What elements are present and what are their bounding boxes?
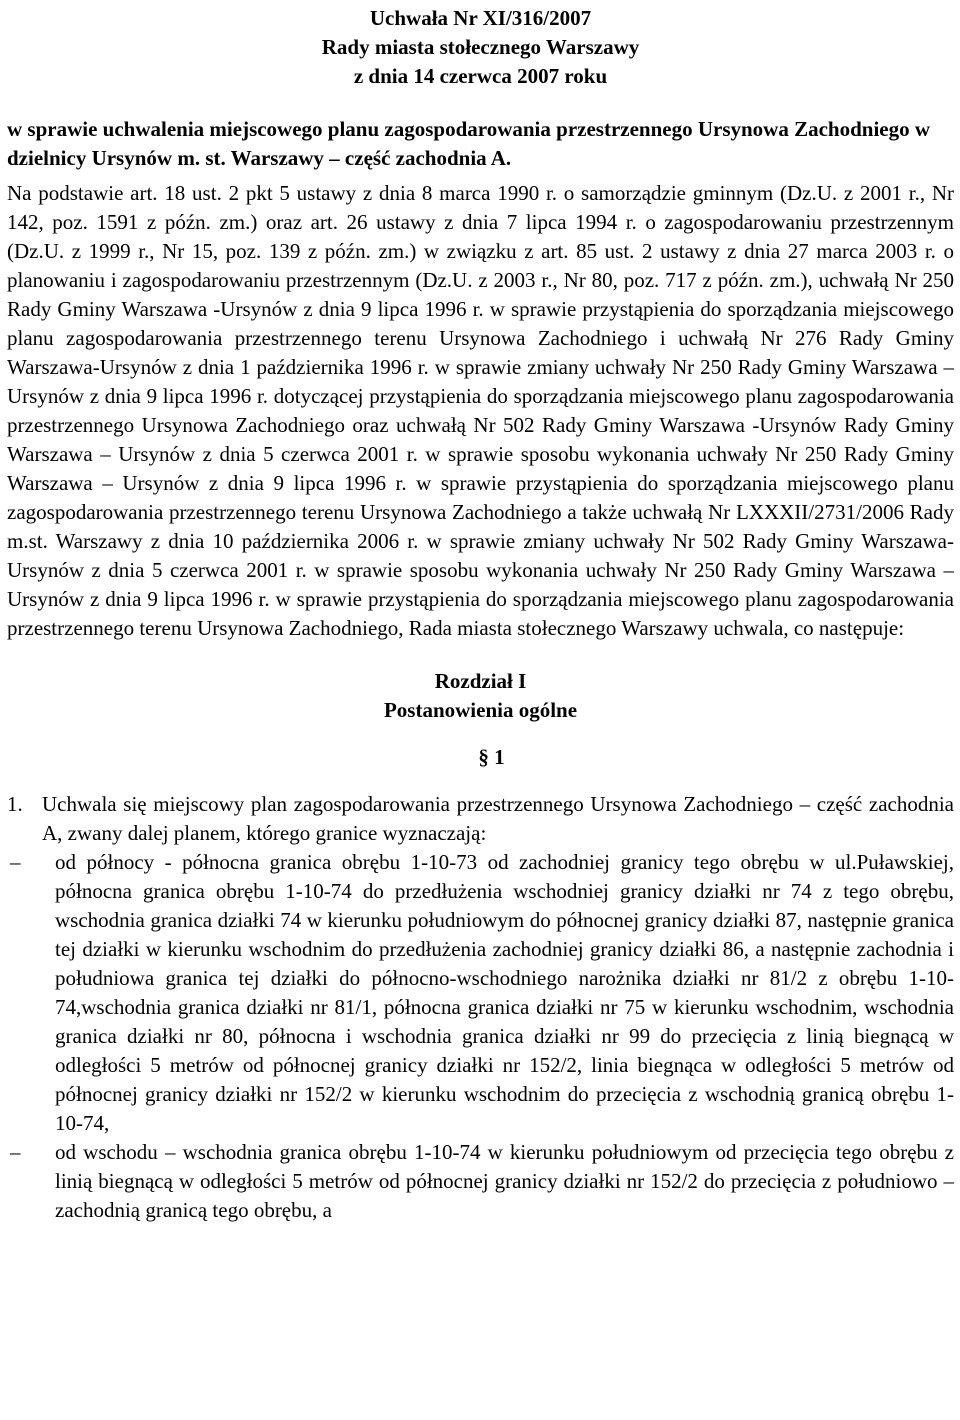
- point-intro: Uchwala się miejscowy plan zagospodarowania przestrzennego Ursynowa Zachodniego – część zachodnia A, zwany dalej planem, którego granice wyznaczają:: [42, 792, 954, 845]
- dash-bullet: –: [10, 850, 21, 874]
- resolution-date: z dnia 14 czerwca 2007 roku: [353, 64, 608, 88]
- list-item-text: od wschodu – wschodnia granica obrębu 1-10-74 w kierunku południowym od przecięcia tego obrębu z linią biegnącą w odległości 5 metrów od północnej granicy działki nr 152/2 do przecięcia z południowo – zachodnią granicą tego obrębu, a: [55, 1140, 954, 1222]
- chapter-title: Postanowienia ogólne: [383, 698, 578, 722]
- chapter-number: Rozdział I: [434, 669, 527, 693]
- chapter-heading: [7, 667, 954, 725]
- list-item: [10, 848, 954, 1138]
- dash-bullet: –: [10, 1140, 21, 1164]
- list-item: [10, 1138, 954, 1225]
- point-body: [10, 790, 954, 1225]
- resolution-title: Uchwała Nr XI/316/2007: [369, 6, 592, 30]
- resolution-header: [7, 4, 954, 91]
- list-item-text: od północy - północna granica obrębu 1-10-73 od zachodniej granicy tego obrębu w ul.Puławskiej, północna granica obrębu 1-10-74 do przedłużenia wschodniej granicy działki nr 74 z tego obrębu, wschodnia granica działki 74 w kierunku południowym do północnej granicy działki 87, następnie granica tej działki w kierunku wschodnim do przedłużenia zachodniej granicy działki 86, a następnie zachodnia i południowa granica tej działki do północno-wschodniego narożnika działki nr 81/2 z obrębu 1-10-74,wschodnia granica działki nr 81/1, północna granica działki nr 75 w kierunku wschodnim, wschodnia granica działki nr 80, północna i wschodnia granica działki nr 99 do przecięcia z linią biegnącą w odległości 5 metrów od północnej granicy działki nr 152/2, linia biegnąca w odległości 5 metrów od północnej granicy działki nr 152/2 w kierunku wschodnim do przecięcia z wschodnią granicą obrębu 1-10-74,: [55, 850, 954, 1135]
- resolution-issuer: Rady miasta stołecznego Warszawy: [321, 35, 640, 59]
- boundary-list: [10, 848, 954, 1225]
- section-mark: § 1: [478, 745, 505, 769]
- point-1: [7, 790, 954, 1225]
- point-number: 1.: [7, 792, 23, 816]
- resolution-subject: w sprawie uchwalenia miejscowego planu zagospodarowania przestrzennego Ursynowa Zachodniego w dzielnicy Ursynów m. st. Warszawy – część zachodnia A.: [7, 117, 931, 170]
- legal-basis-paragraph: Na podstawie art. 18 ust. 2 pkt 5 ustawy z dnia 8 marca 1990 r. o samorządzie gminnym (Dz.U. z 2001 r., Nr 142, poz. 1591 z późn. zm.) oraz art. 26 ustawy z dnia 7 lipca 1994 r. o zagospodarowaniu przestrzennym (Dz.U. z 1999 r., Nr 15, poz. 139 z późn. zm.) w związku z art. 85 ust. 2 ustawy z dnia 27 marca 2003 r. o planowaniu i zagospodarowaniu przestrzennym (Dz.U. z 2003 r., Nr 80, poz. 717 z późn. zm.), uchwałą Nr 250 Rady Gminy Warszawa -Ursynów z dnia 9 lipca 1996 r. w sprawie przystąpienia do sporządzania miejscowego planu zagospodarowania przestrzennego terenu Ursynowa Zachodniego i uchwałą Nr 276 Rady Gminy Warszawa-Ursynów z dnia 1 października 1996 r. w sprawie zmiany uchwały Nr 250 Rady Gminy Warszawa – Ursynów z dnia 9 lipca 1996 r. dotyczącej przystąpienia do sporządzania miejscowego planu zagospodarowania przestrzennego Ursynowa Zachodniego oraz uchwałą Nr 502 Rady Gminy Warszawa -Ursynów Rady Gminy Warszawa – Ursynów z dnia 5 czerwca 2001 r. w sprawie sposobu wykonania uchwały Nr 250 Rady Gminy Warszawa – Ursynów z dnia 9 lipca 1996 r. w sprawie przystąpienia do sporządzania miejscowego planu zagospodarowania przestrzennego terenu Ursynowa Zachodniego a także uchwałą Nr LXXXII/2731/2006 Rady m.st. Warszawy z dnia 10 października 2006 r. w sprawie zmiany uchwały Nr 502 Rady Gminy Warszawa-Ursynów z dnia 5 czerwca 2001 r. w sprawie sposobu wykonania uchwały Nr 250 Rady Gminy Warszawa – Ursynów z dnia 9 lipca 1996 r. w sprawie przystąpienia do sporządzania miejscowego planu zagospodarowania przestrzennego terenu Ursynowa Zachodniego, Rada miasta stołecznego Warszawy uchwala, co następuje:: [7, 181, 954, 640]
